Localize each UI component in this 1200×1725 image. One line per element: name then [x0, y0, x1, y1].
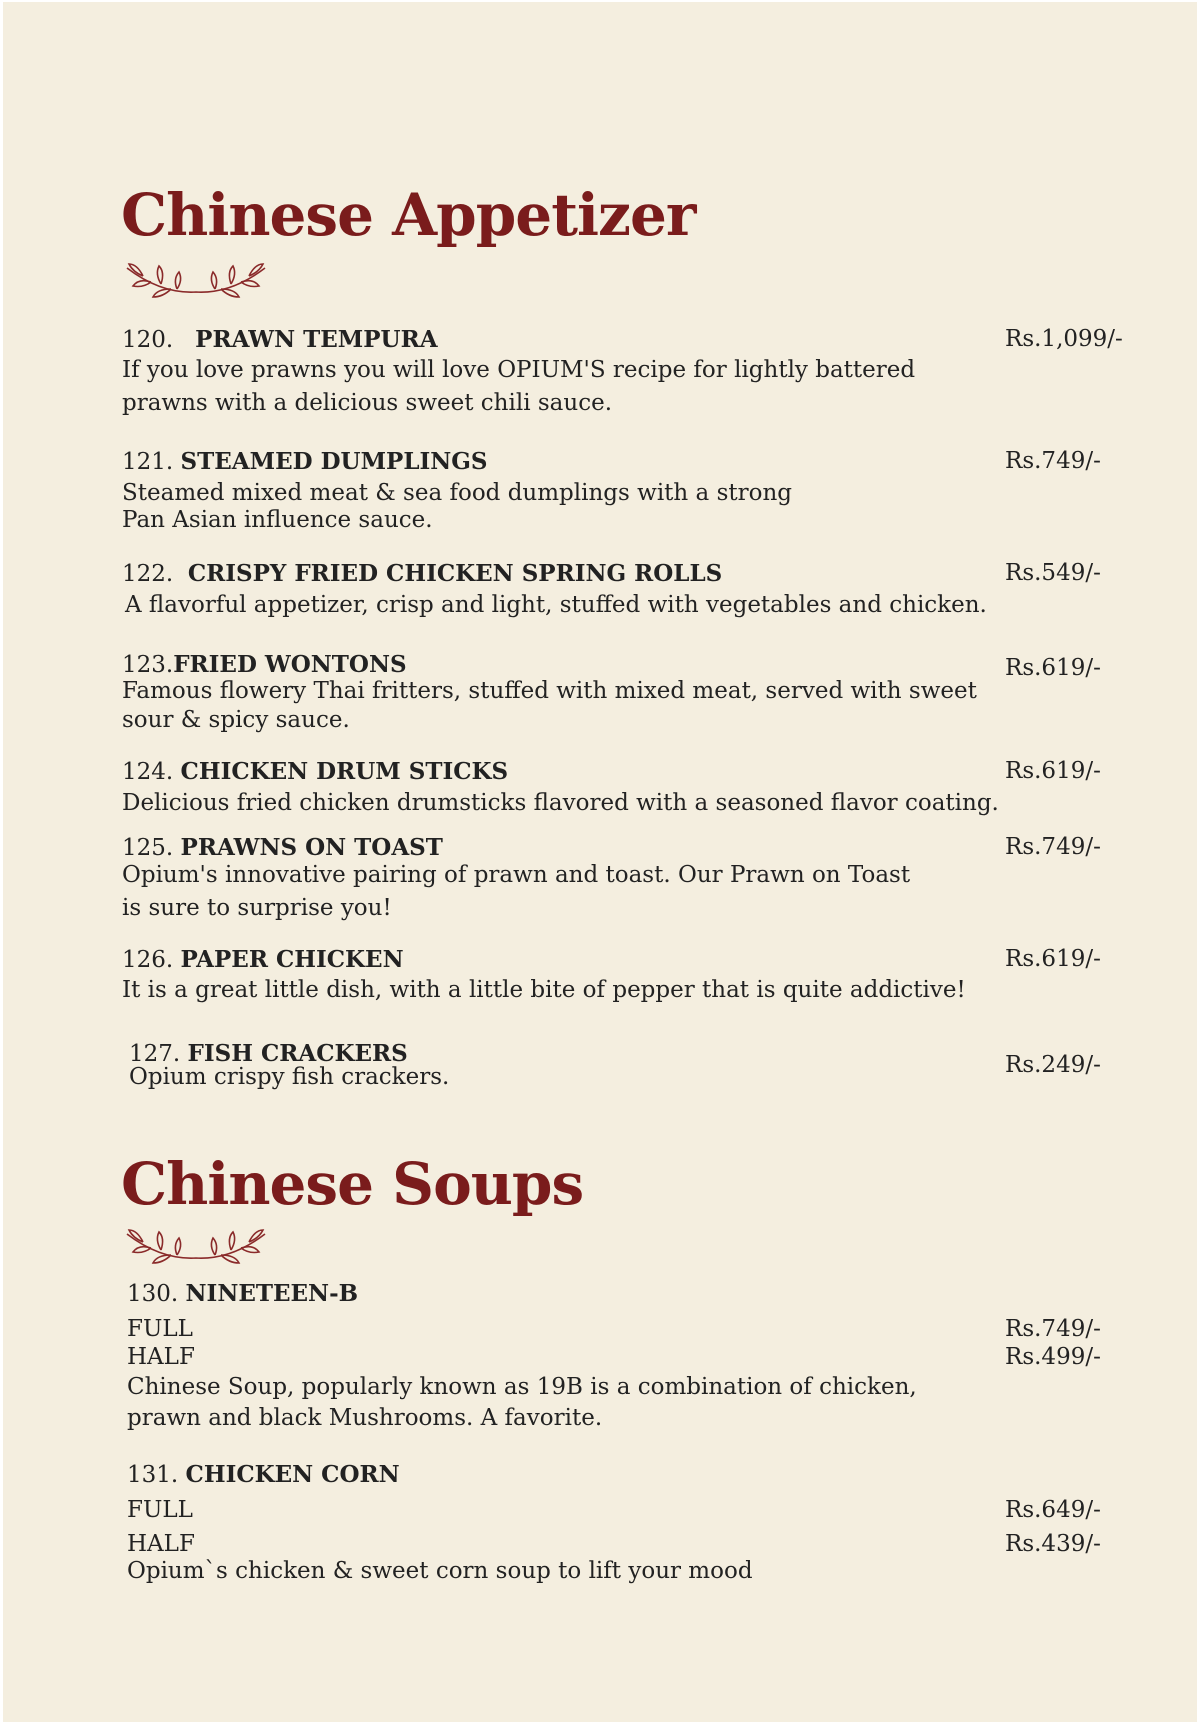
item-price: Rs.549/-: [1005, 560, 1101, 586]
item-name: NINETEEN-B: [185, 1280, 359, 1307]
portion-price-full: Rs.649/-: [1005, 1497, 1101, 1523]
item-name: FISH CRACKERS: [187, 1040, 408, 1067]
item-description: Opium crispy fish crackers.: [129, 1064, 450, 1090]
item-description: If you love prawns you will love OPIUM'S recipe for lightly battered: [122, 357, 916, 383]
item-name: STEAMED DUMPLINGS: [180, 448, 488, 475]
portion-label-full: FULL: [127, 1316, 193, 1342]
item-description: Pan Asian influence sauce.: [122, 507, 433, 533]
item-name: CHICKEN DRUM STICKS: [180, 758, 509, 785]
item-name: FRIED WONTONS: [173, 651, 407, 678]
item-description: prawn and black Mushrooms. A favorite.: [127, 1405, 603, 1431]
item-description: It is a great little dish, with a little bite of pepper that is quite addictive!: [122, 977, 966, 1003]
item-description: Chinese Soup, popularly known as 19B is a combination of chicken,: [127, 1374, 917, 1400]
item-name: PRAWNS ON TOAST: [180, 834, 443, 861]
item-description: Steamed mixed meat & sea food dumplings with a strong: [122, 480, 792, 506]
portion-label-full: FULL: [127, 1497, 193, 1523]
item-price: Rs.749/-: [1005, 834, 1101, 860]
portion-price-half: Rs.439/-: [1005, 1531, 1101, 1557]
section-title-soups: Chinese Soups: [121, 1150, 584, 1218]
item-price: Rs.619/-: [1005, 946, 1101, 972]
item-price: Rs.1,099/-: [1005, 326, 1123, 352]
item-name: CRISPY FRIED CHICKEN SPRING ROLLS: [187, 560, 723, 587]
portion-price-full: Rs.749/-: [1005, 1316, 1101, 1342]
item-number: 123.: [122, 652, 174, 678]
item-number: 122.: [122, 561, 174, 587]
item-number: 121.: [122, 449, 174, 475]
item-price: Rs.749/-: [1005, 448, 1101, 474]
flourish-divider-icon: [121, 258, 271, 304]
item-price: Rs.619/-: [1005, 655, 1101, 681]
item-description: Delicious fried chicken drumsticks flavored with a seasoned flavor coating.: [122, 790, 999, 816]
item-number: 125.: [122, 835, 174, 861]
item-price: Rs.249/-: [1005, 1052, 1101, 1078]
section-title-appetizers: Chinese Appetizer: [121, 181, 696, 249]
portion-price-half: Rs.499/-: [1005, 1344, 1101, 1370]
item-number: 131.: [127, 1462, 179, 1488]
item-name: PAPER CHICKEN: [180, 946, 404, 973]
item-description: Famous flowery Thai fritters, stuffed with mixed meat, served with sweet: [122, 678, 977, 704]
item-number: 124.: [122, 759, 174, 785]
item-number: 130.: [127, 1281, 179, 1307]
item-description: Opium`s chicken & sweet corn soup to lift your mood: [127, 1558, 753, 1584]
item-description: is sure to surprise you!: [122, 895, 392, 921]
menu-page: [3, 2, 1197, 1722]
portion-label-half: HALF: [127, 1531, 195, 1557]
item-name: PRAWN TEMPURA: [195, 326, 438, 353]
item-description: Opium's innovative pairing of prawn and toast. Our Prawn on Toast: [122, 862, 911, 888]
item-number: 120.: [122, 327, 174, 353]
item-description: sour & spicy sauce.: [122, 707, 350, 733]
portion-label-half: HALF: [127, 1344, 195, 1370]
item-number: 127.: [129, 1041, 181, 1067]
item-name: CHICKEN CORN: [185, 1461, 400, 1488]
item-number: 126.: [122, 947, 174, 973]
flourish-divider-icon: [121, 1224, 271, 1270]
item-description: prawns with a delicious sweet chili sauce.: [122, 390, 613, 416]
item-description: A flavorful appetizer, crisp and light, stuffed with vegetables and chicken.: [125, 592, 987, 618]
item-price: Rs.619/-: [1005, 758, 1101, 784]
